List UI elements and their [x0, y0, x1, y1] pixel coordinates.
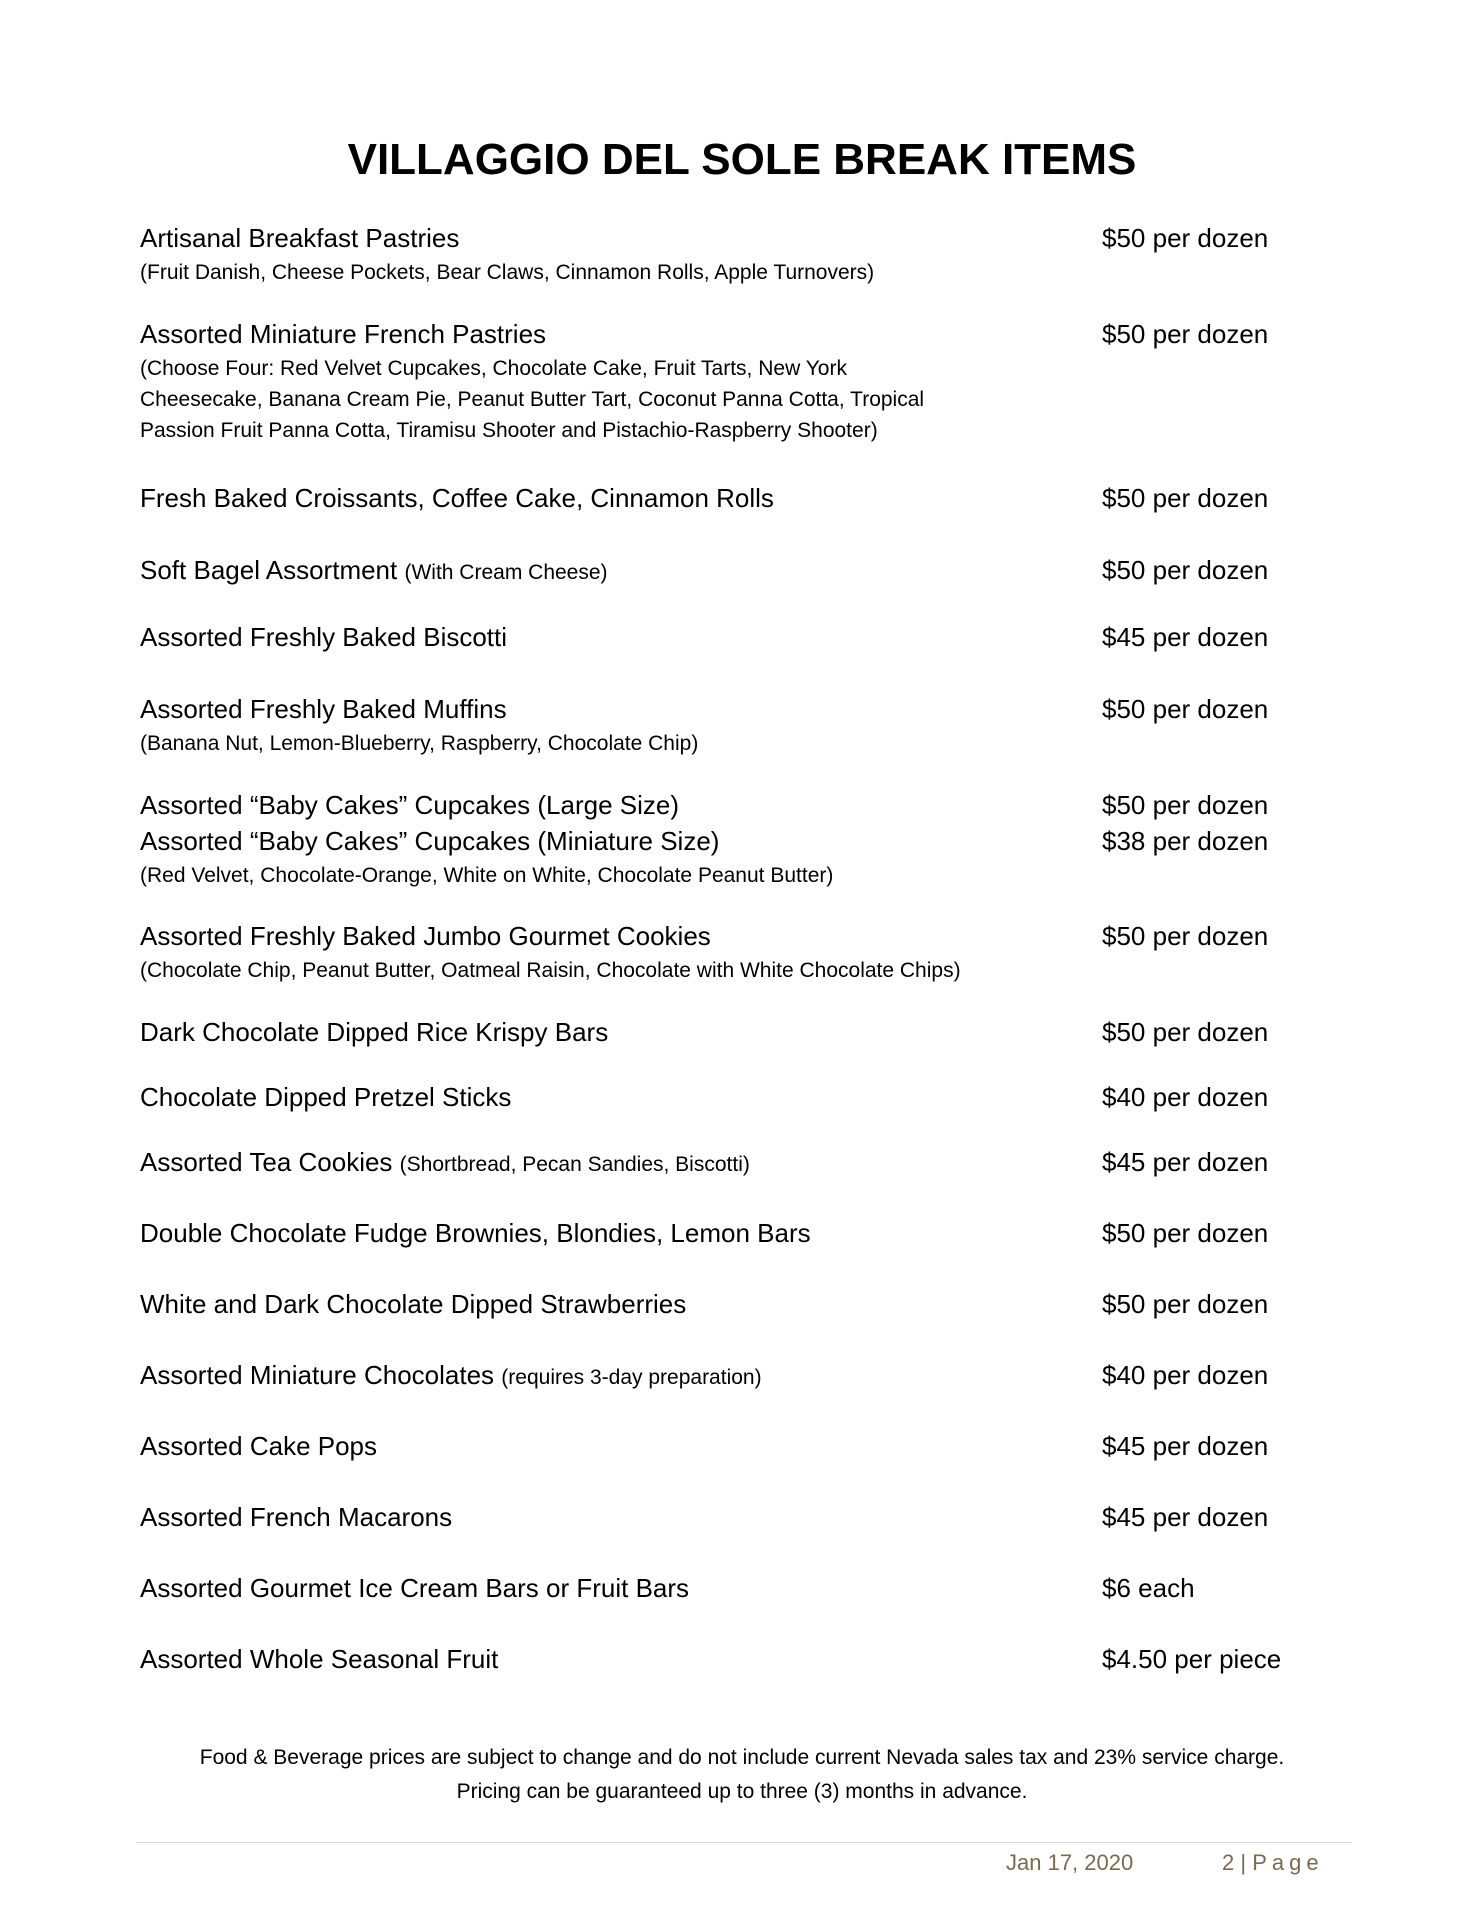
page-number-separator: |	[1240, 1850, 1247, 1875]
page-label: Page	[1252, 1850, 1324, 1875]
item-name	[140, 1360, 762, 1391]
item-description: (Fruit Danish, Cheese Pockets, Bear Claws, Cinnamon Rolls, Apple Turnovers)	[140, 261, 875, 284]
item-price: $50 per dozen	[1102, 483, 1269, 513]
item-price: $50 per dozen	[1102, 1218, 1269, 1248]
pricing-guarantee-note: Pricing can be guaranteed up to three (3) months in advance.	[456, 1780, 1028, 1803]
item-description-line: Cheesecake, Banana Cream Pie, Peanut Butter Tart, Coconut Panna Cotta, Tropical	[140, 388, 925, 411]
item-name: Assorted French Macarons	[140, 1502, 453, 1532]
item-price: $50 per dozen	[1102, 223, 1269, 253]
item-description: (Banana Nut, Lemon-Blueberry, Raspberry, Chocolate Chip)	[140, 732, 699, 755]
item-name: Fresh Baked Croissants, Coffee Cake, Cinnamon Rolls	[140, 483, 774, 513]
item-price: $50 per dozen	[1102, 790, 1269, 820]
item-price: $38 per dozen	[1102, 826, 1269, 856]
item-name: Assorted Freshly Baked Jumbo Gourmet Cookies	[140, 921, 711, 951]
item-note: (Shortbread, Pecan Sandies, Biscotti)	[399, 1153, 750, 1176]
item-name-text: Assorted Miniature Chocolates	[140, 1360, 495, 1390]
item-description-line: Passion Fruit Panna Cotta, Tiramisu Shooter and Pistachio-Raspberry Shooter)	[140, 419, 878, 442]
item-price: $40 per dozen	[1102, 1360, 1269, 1390]
item-name: Chocolate Dipped Pretzel Sticks	[140, 1082, 512, 1112]
item-price: $45 per dozen	[1102, 1502, 1269, 1532]
item-price: $6 each	[1102, 1573, 1195, 1603]
item-name: Assorted Gourmet Ice Cream Bars or Fruit Bars	[140, 1573, 690, 1603]
item-note: (With Cream Cheese)	[404, 561, 608, 584]
item-price: $4.50 per piece	[1102, 1644, 1282, 1674]
page-number-value: 2	[1222, 1850, 1235, 1875]
item-name: Assorted Freshly Baked Biscotti	[140, 622, 508, 652]
item-name: Dark Chocolate Dipped Rice Krispy Bars	[140, 1017, 609, 1047]
item-name: Double Chocolate Fudge Brownies, Blondies, Lemon Bars	[140, 1218, 811, 1248]
item-price: $50 per dozen	[1102, 319, 1269, 349]
item-price: $50 per dozen	[1102, 1289, 1269, 1319]
item-name: Assorted Freshly Baked Muffins	[140, 694, 507, 724]
item-price: $50 per dozen	[1102, 694, 1269, 724]
item-name: Artisanal Breakfast Pastries	[140, 223, 460, 253]
item-price: $50 per dozen	[1102, 555, 1269, 585]
item-note: (requires 3-day preparation)	[501, 1366, 762, 1389]
item-description: (Red Velvet, Chocolate-Orange, White on White, Chocolate Peanut Butter)	[140, 864, 834, 887]
item-name	[140, 1147, 750, 1178]
footer-divider	[136, 1842, 1352, 1843]
item-price: $45 per dozen	[1102, 622, 1269, 652]
item-price: $45 per dozen	[1102, 1431, 1269, 1461]
item-name: Assorted “Baby Cakes” Cupcakes (Miniature Size)	[140, 826, 720, 856]
item-price: $40 per dozen	[1102, 1082, 1269, 1112]
item-price: $50 per dozen	[1102, 921, 1269, 951]
item-name: Assorted “Baby Cakes” Cupcakes (Large Size)	[140, 790, 680, 820]
item-name: Assorted Whole Seasonal Fruit	[140, 1644, 499, 1674]
page-number	[1222, 1850, 1324, 1876]
item-name	[140, 555, 608, 586]
footer-date: Jan 17, 2020	[1006, 1850, 1134, 1875]
item-name-text: Soft Bagel Assortment	[140, 555, 398, 585]
item-name: Assorted Cake Pops	[140, 1431, 378, 1461]
item-price: $50 per dozen	[1102, 1017, 1269, 1047]
page-title: VILLAGGIO DEL SOLE BREAK ITEMS	[347, 135, 1137, 184]
item-price: $45 per dozen	[1102, 1147, 1269, 1177]
item-description-line: (Choose Four: Red Velvet Cupcakes, Chocolate Cake, Fruit Tarts, New York	[140, 357, 847, 380]
item-description: (Chocolate Chip, Peanut Butter, Oatmeal Raisin, Chocolate with White Chocolate Chips)	[140, 959, 961, 982]
item-name-text: Assorted Tea Cookies	[140, 1147, 393, 1177]
item-name: Assorted Miniature French Pastries	[140, 319, 547, 349]
item-description	[140, 353, 1040, 446]
pricing-disclaimer: Food & Beverage prices are subject to change and do not include current Nevada sales tax and 23% service charge.	[199, 1746, 1285, 1769]
item-name: White and Dark Chocolate Dipped Strawberries	[140, 1289, 687, 1319]
